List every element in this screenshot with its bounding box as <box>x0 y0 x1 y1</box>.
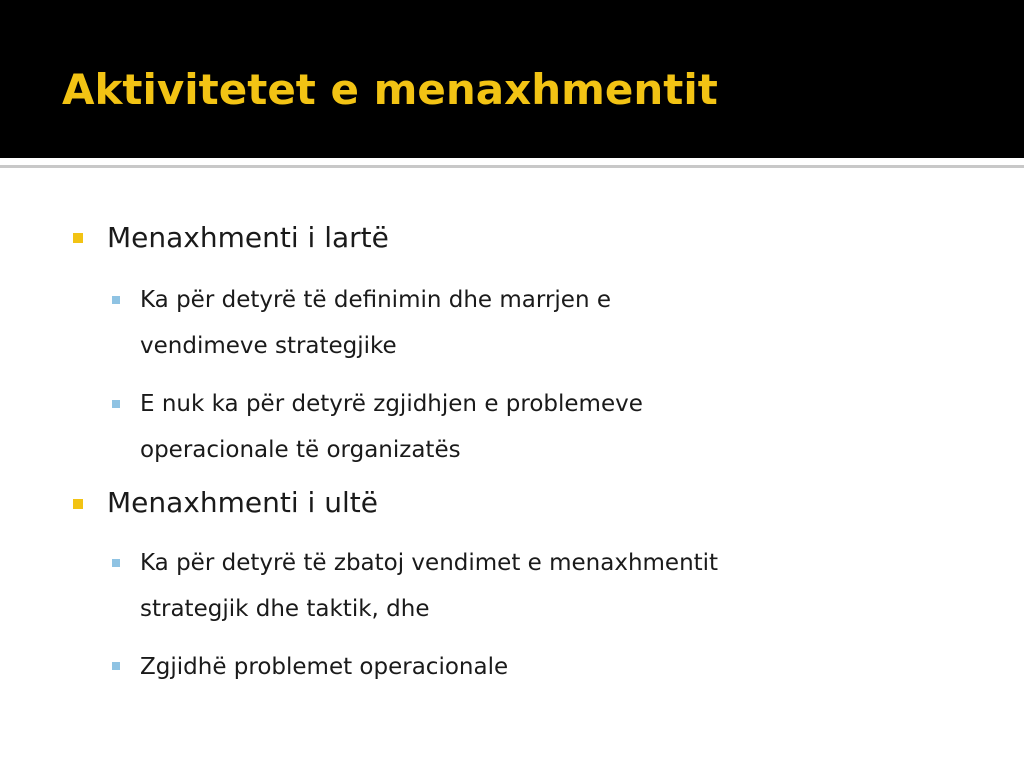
bullet-square-icon <box>73 233 83 243</box>
sub-bullet-item-1-2-line-2: operacionale të organizatës <box>140 437 461 463</box>
sub-bullet-square-icon <box>112 296 120 304</box>
sub-bullet-square-icon <box>112 559 120 567</box>
bullet-square-icon <box>73 499 83 509</box>
sub-bullet-item-2-2-line-1: Zgjidhë problemet operacionale <box>140 654 509 680</box>
sub-bullet-item-1-1-line-2: vendimeve strategjike <box>140 333 397 359</box>
sub-bullet-item-2-1-line-2: strategjik dhe taktik, dhe <box>140 596 430 622</box>
sub-bullet-square-icon <box>112 662 120 670</box>
slide-title: Aktivitetet e menaxhmentit <box>62 65 718 114</box>
bullet-item-1: Menaxhmenti i lartë <box>107 221 389 254</box>
sub-bullet-item-2-1-line-1: Ka për detyrë të zbatoj vendimet e menaxhmentit <box>140 550 719 576</box>
bullet-item-2: Menaxhmenti i ultë <box>107 486 378 519</box>
sub-bullet-square-icon <box>112 400 120 408</box>
sub-bullet-item-1-2-line-1: E nuk ka për detyrë zgjidhjen e problemeve <box>140 391 643 417</box>
sub-bullet-item-1-1-line-1: Ka për detyrë të definimin dhe marrjen e <box>140 287 611 313</box>
